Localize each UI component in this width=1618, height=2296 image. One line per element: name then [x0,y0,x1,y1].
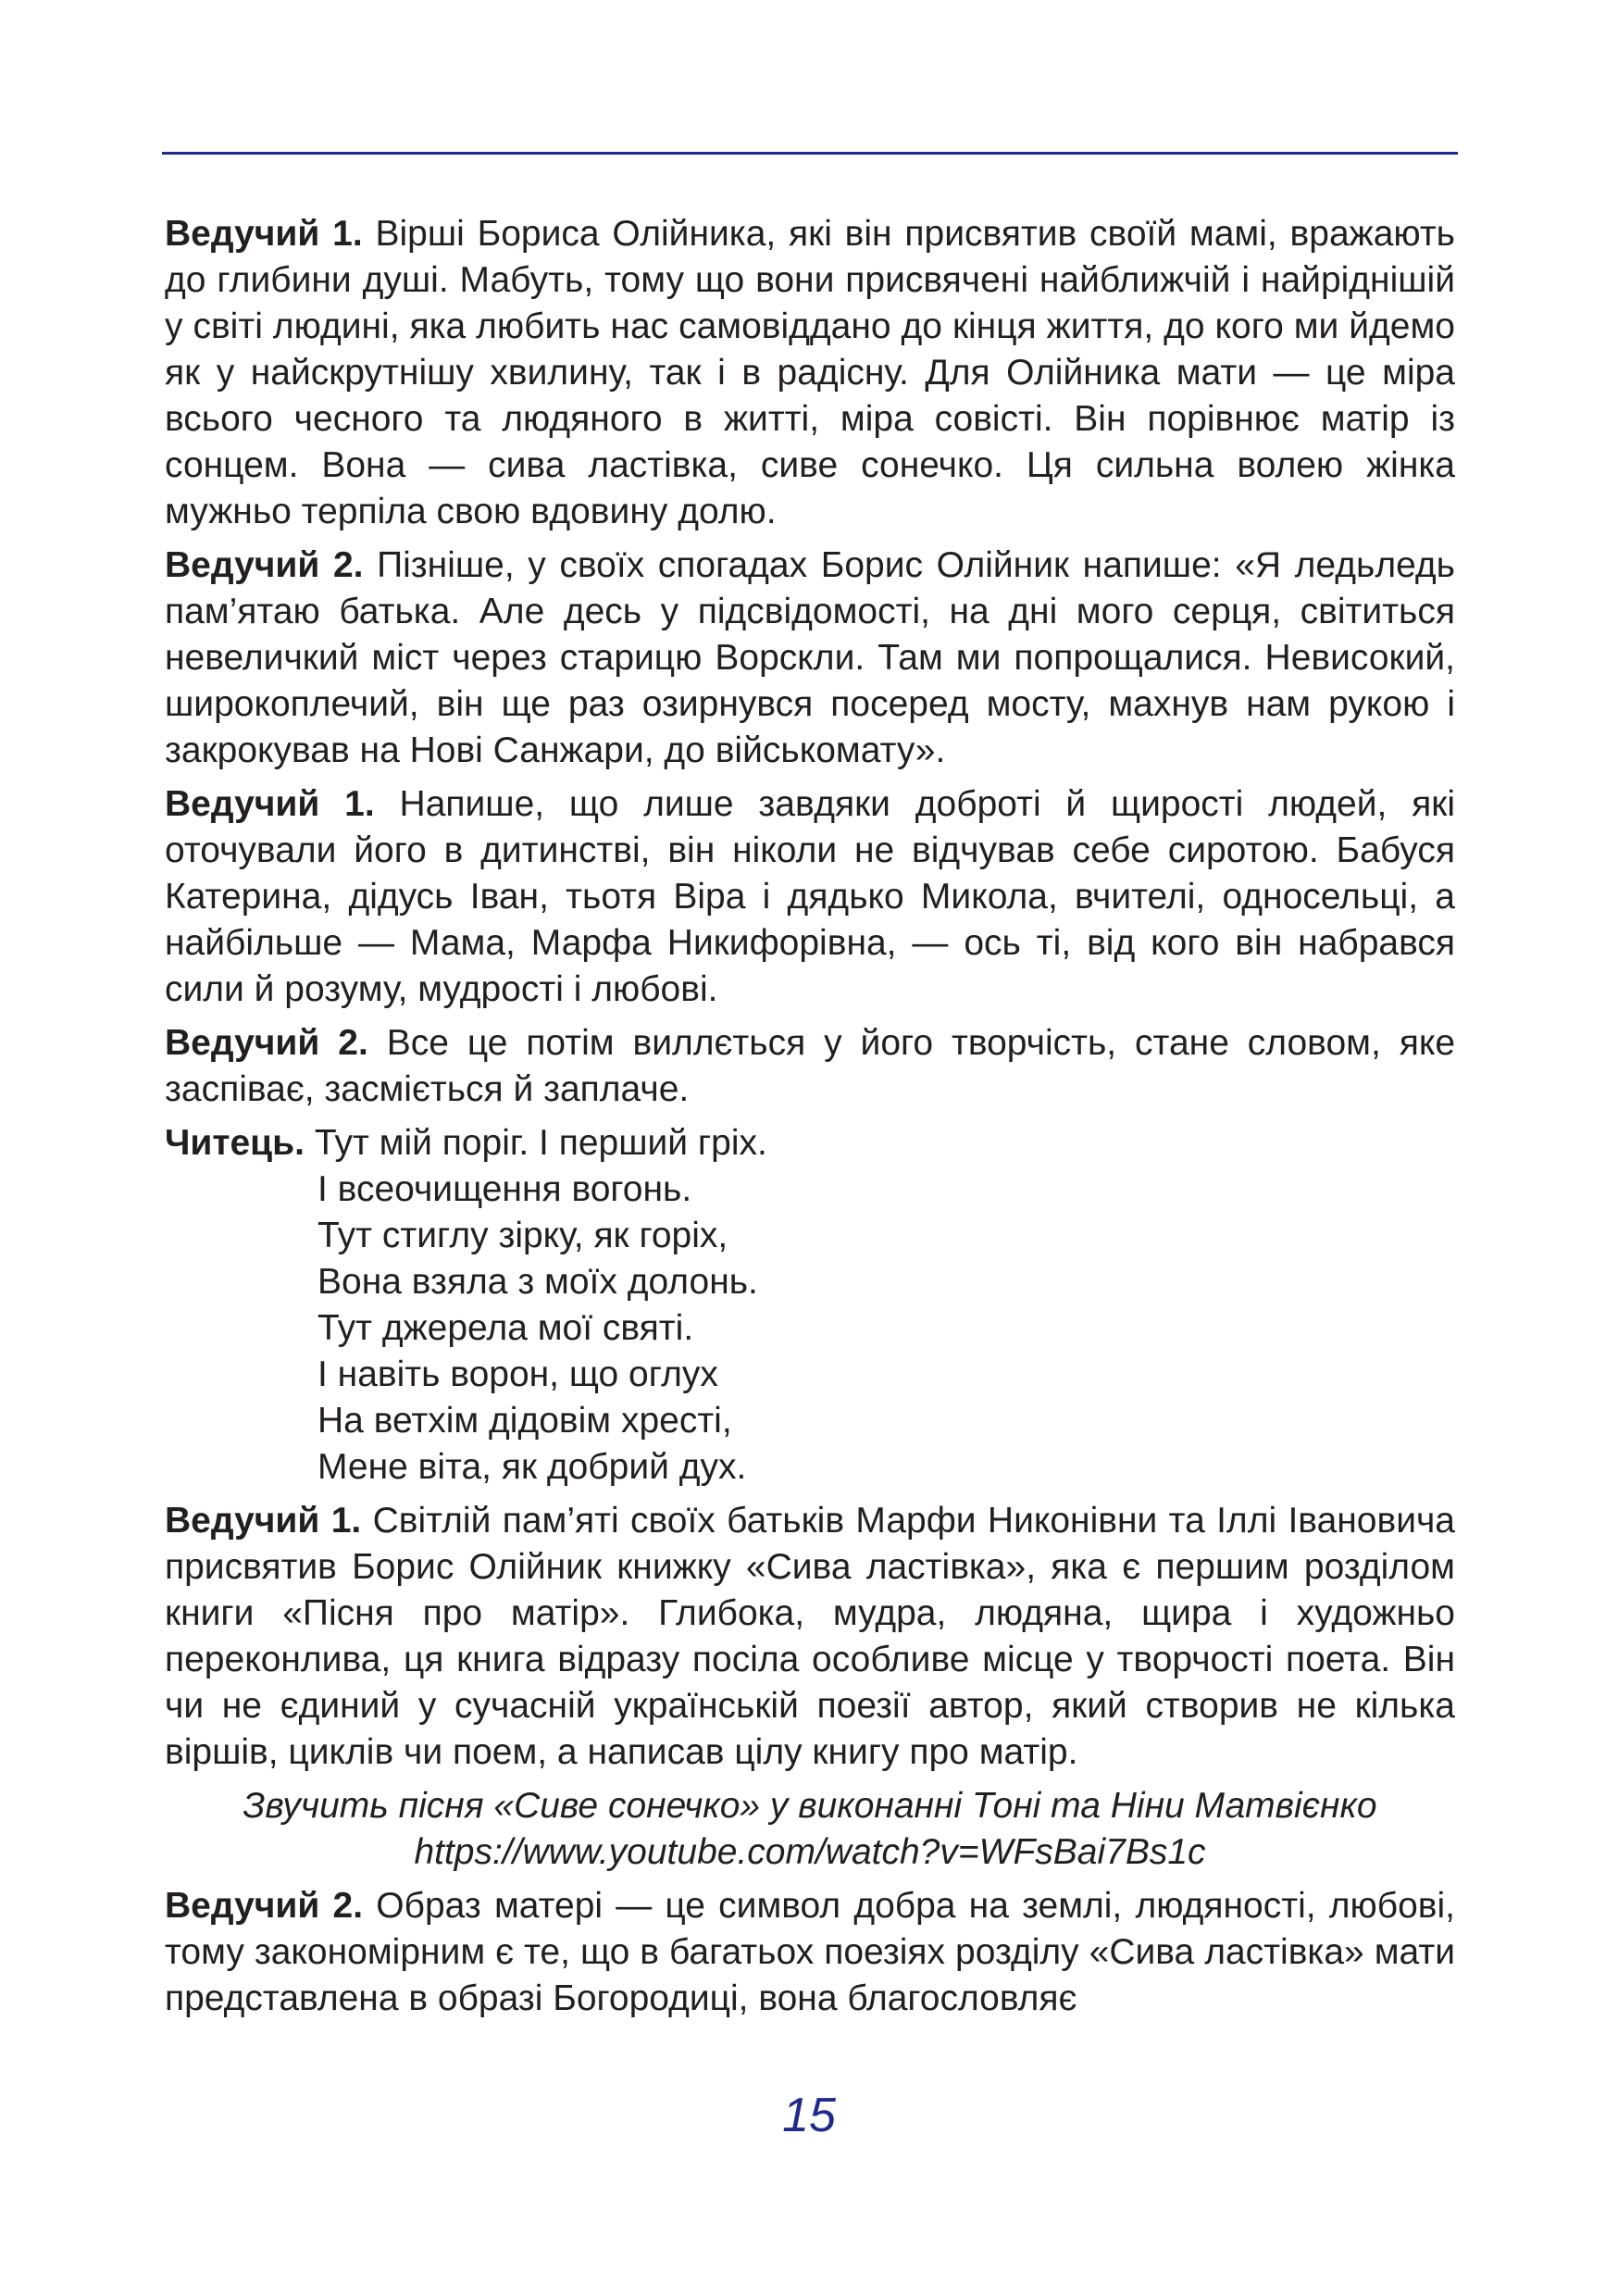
poem-line: На ветхім дідовім хресті, [317,1401,732,1441]
poem-line: Тут стиглу зірку, як горіх, [317,1216,728,1255]
page-content [165,211,1455,2029]
paragraph-text: Вірші Бориса Олійника, які він присвятив своїй мамі, вражають до глибини душі. Мабуть, тому що вони присвячені найближчій і найріднішій у світі людині, яка любить нас самовіддано до кінця життя, до кого ми йдемо як у найскрутнішу хвилину, так і в радісну. Для Олійника мати — це міра всього чесного та людяного в житті, міра совісті. Він порівнює матір із сонцем. Вона — сива ластівка, сиве сонечко. Ця сильна волею жінка мужньо терпіла свою вдовину долю. [165,214,1455,531]
song-note [165,1783,1455,1876]
speaker-label: Ведучий 1. [165,214,363,254]
paragraph-text: Світлій пам’яті своїх батьків Марфи Никонівни та Іллі Івановича присвятив Борис Олійник книжку «Сива ластівка», яка є першим розділом книги «Пісня про матір». Глибока, мудра, людяна, щира і художньо переконлива, ця книга відразу посіла особливе місце у творчості поета. Він чи не єдиний у сучасній українській поезії автор, який створив не кілька віршів, циклів чи поем, а написав цілу книгу про матір. [165,1501,1456,1772]
header-rule [162,152,1458,155]
paragraph-text: Все це потім виллється у його творчість, стане словом, яке заспіває, засміється й заплаче. [165,1023,1456,1109]
poem-line: І навіть ворон, що оглух [317,1354,718,1394]
poem-line-text: Тут мій поріг. І перший гріх. [314,1123,767,1163]
paragraph-5 [165,1498,1455,1776]
song-link[interactable]: https://www.youtube.com/watch?v=WFsBai7Bs1c [414,1832,1206,1872]
poem-first-line [165,1120,1455,1167]
poem-line: Тут джерела мої святі. [317,1308,694,1348]
speaker-label: Ведучий 2. [165,545,364,585]
poem-block [165,1120,1455,1491]
speaker-label: Ведучий 1. [165,784,375,824]
paragraph-1 [165,211,1455,535]
paragraph-6 [165,1883,1455,2022]
paragraph-text: Напише, що лише завдяки доброті й щирості людей, які оточували його в дитинстві, він ніколи не відчував себе сиротою. Бабуся Катерина, дідусь Іван, тьотя Віра і дядько Микола, вчителі, односельці, а найбільше — Мама, Марфа Никифорівна, — ось ті, від кого він набрався сили й розуму, мудрості і любові. [165,784,1455,1009]
paragraph-4 [165,1020,1455,1113]
paragraph-2 [165,543,1455,774]
speaker-label: Ведучий 1. [165,1501,362,1541]
song-note-text: Звучить пісня «Сиве сонечко» у виконанні Тоні та Ніни Матвієнко [243,1786,1377,1826]
paragraph-text: Пізніше, у своїх спогадах Борис Олійник напише: «Я ледьледь пам’ятаю батька. Але десь у підсвідомості, на дні мого серця, світиться невеличкий міст через старицю Ворскли. Там ми попрощалися. Невисокий, широкоплечий, він ще раз озирнувся посеред мосту, махнув нам рукою і закрокував на Нові Санжари, до військомату». [165,545,1455,770]
page-number: 15 [782,2089,836,2142]
poem-line: Вона взяла з моїх долонь. [317,1262,758,1302]
speaker-label: Ведучий 2. [165,1023,368,1063]
speaker-label: Читець. [165,1123,305,1163]
poem-line: Мене віта, як добрий дух. [317,1447,747,1487]
paragraph-3 [165,781,1455,1013]
speaker-label: Ведучий 2. [165,1886,364,1926]
paragraph-text: Образ матері — це символ добра на землі, людяності, любові, тому закономірним є те, що в багатьох поезіях розділу «Сива ластівка» мати представлена в образі Богородиці, вона благословляє [165,1886,1455,2018]
poem-line: І всеочищення вогонь. [317,1169,692,1209]
